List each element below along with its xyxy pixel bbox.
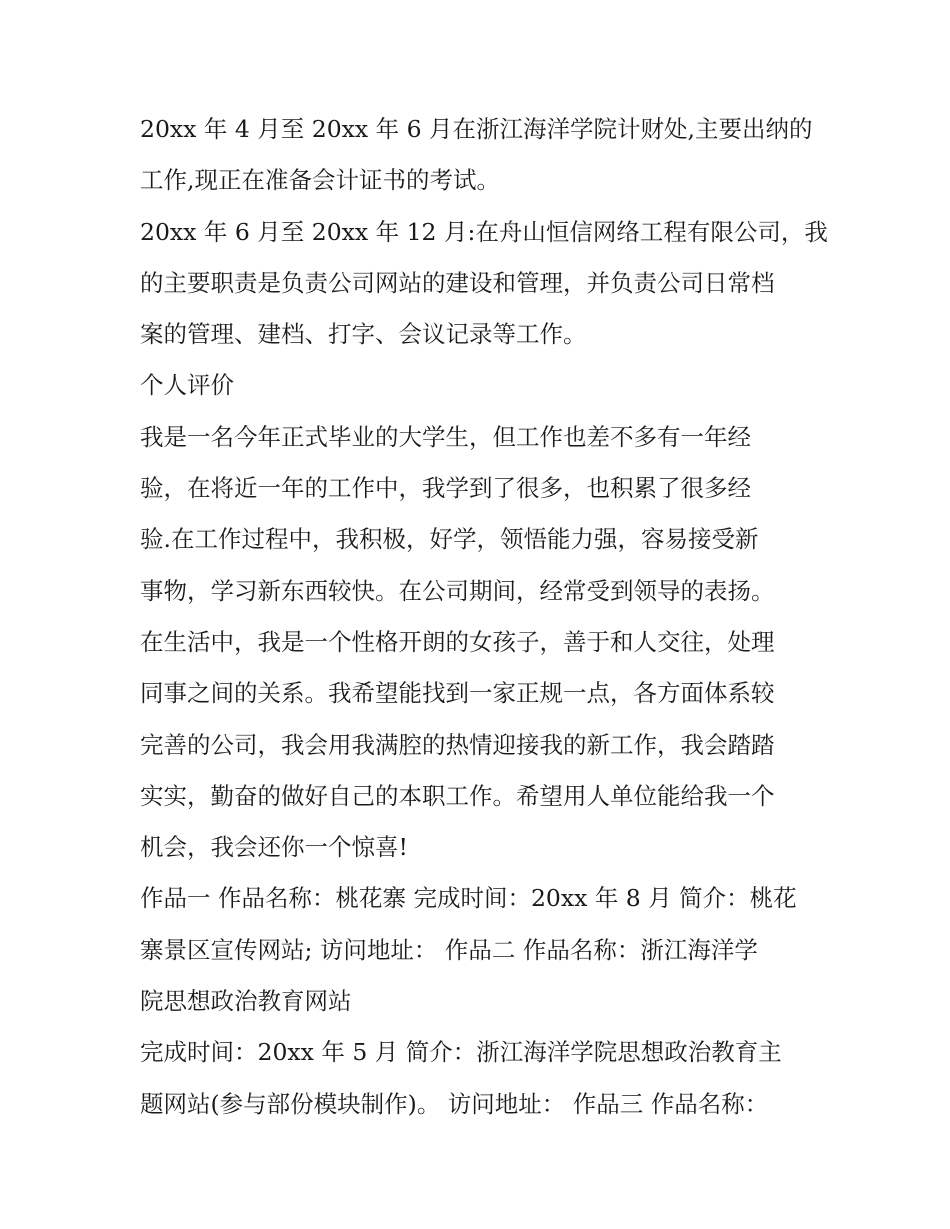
text-line: 在生活中，我是一个性格开朗的女孩子，善于和人交往，处理 [140,627,775,656]
text-line: 机会，我会还你一个惊喜! [140,833,408,862]
section-heading: 个人评价 [140,371,234,400]
text-line: 院思想政治教育网站 [140,987,352,1016]
text-line: 20xx 年 4 月至 20xx 年 6 月在浙江海洋学院计财处,主要出纳的 [140,115,813,143]
text-line: 我是一名今年正式毕业的大学生，但工作也差不多有一年经 [140,422,751,451]
text-line: 同事之间的关系。我希望能找到一家正规一点，各方面体系较 [140,679,775,708]
text-line: 案的管理、建档、打字、会议记录等工作。 [140,320,587,349]
text-line: 事物，学习新东西较快。在公司期间，经常受到领导的表扬。 [140,576,775,605]
text-line: 工作,现正在准备会计证书的考试。 [140,166,500,195]
text-line: 的主要职责是负责公司网站的建设和管理，并负责公司日常档 [140,268,775,297]
document-body [140,104,828,1130]
text-line: 20xx 年 6 月至 20xx 年 12 月:在舟山恒信网络工程有限公司，我 [140,217,828,246]
text-line: 验.在工作过程中，我积极，好学，领悟能力强，容易接受新 [140,525,759,554]
text-line: 题网站(参与部份模块制作)。 访问地址： 作品三 作品名称： [140,1089,769,1118]
text-line: 完成时间：20xx 年 5 月 简介：浙江海洋学院思想政治教育主 [140,1038,782,1067]
text-line: 验，在将近一年的工作中，我学到了很多，也积累了很多经 [140,474,751,503]
text-line: 寨景区宣传网站; 访问地址： 作品二 作品名称：浙江海洋学 [140,935,758,964]
text-line: 完善的公司，我会用我满腔的热情迎接我的新工作，我会踏踏 [140,730,775,759]
text-line: 作品一 作品名称：桃花寨 完成时间：20xx 年 8 月 简介：桃花 [140,884,797,913]
text-line: 实实，勤奋的做好自己的本职工作。希望用人单位能给我一个 [140,781,775,810]
